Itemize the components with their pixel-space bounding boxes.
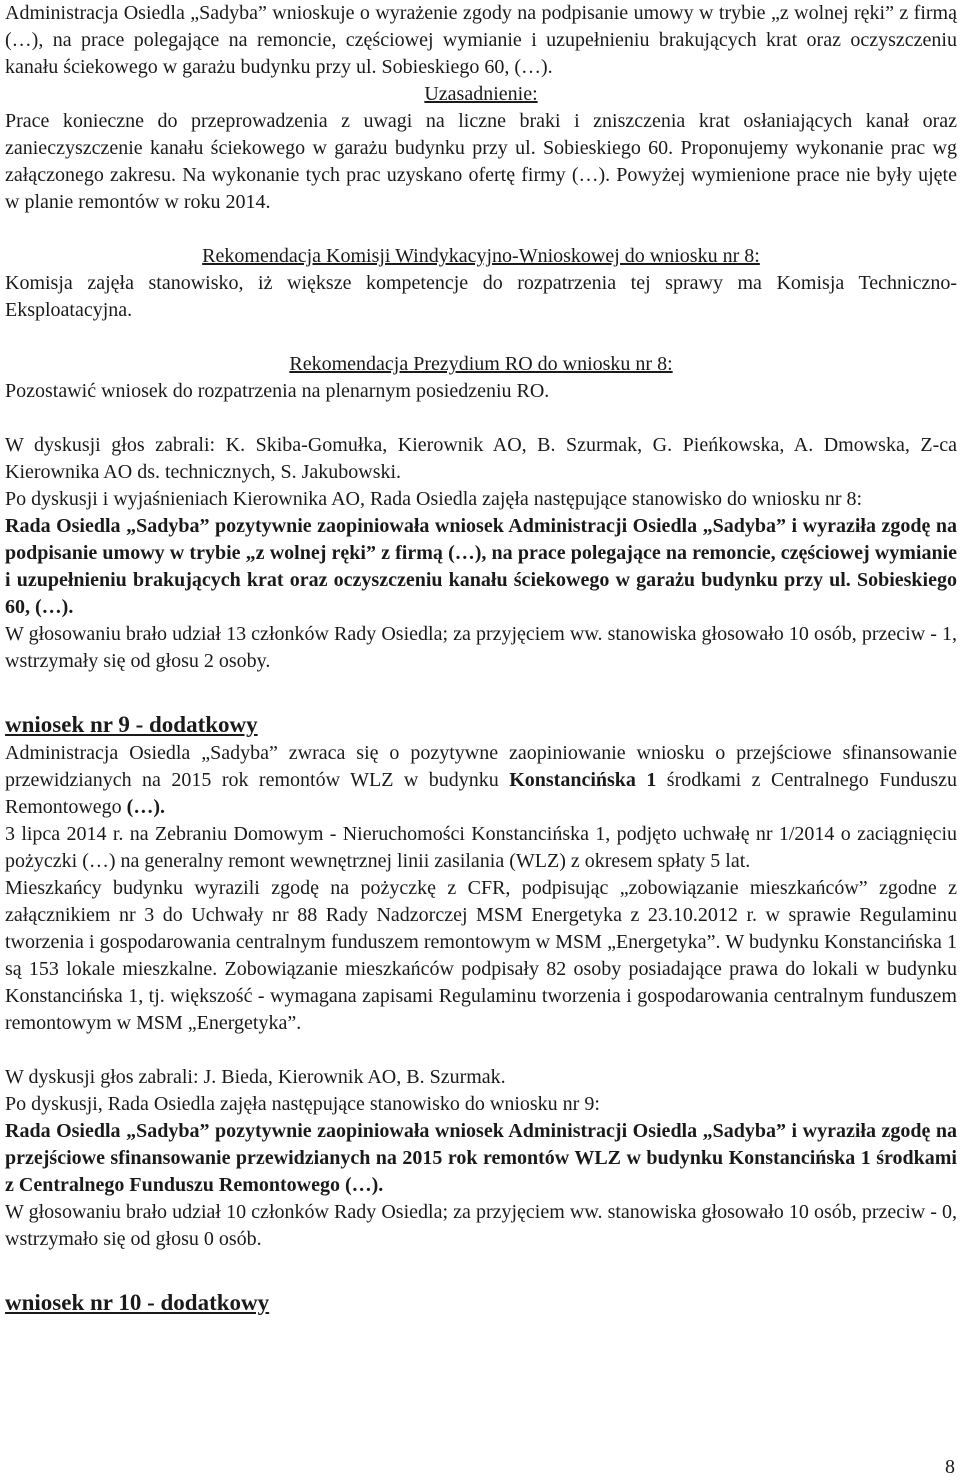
wniosek-9-p1-text-a: Administracja Osiedla „Sadyba” zwraca się o pozytywne zaopiniowanie wniosku o przejściowe sfinansowanie przewidzianych na 2015 rok remontów WLZ w budynku [5, 742, 957, 791]
document-page [5, 0, 957, 1318]
wniosek-9-paragraph-3: Mieszkańcy budynku wyrazili zgodę na pożyczkę z CFR, podpisując „zobowiązanie mieszkańców” zgodne z załącznikiem nr 3 do Uchwały nr 88 Rady Nadzorczej MSM Energetyka z 23.10.2012 r. w sprawie Regulaminu tworzenia i gospodarowania centralnym funduszem remontowym w MSM „Energetyka”. W budynku Konstancińska 1 są 153 lokale mieszkalne. Zobowiązanie mieszkańców podpisały 82 osoby posiadające prawa do lokali w budynku Konstancińska 1, tj. większość - wymagana zapisami Regulaminu tworzenia i gospodarowania centralnym funduszem remontowym w MSM „Energetyka”. [5, 877, 957, 1034]
dyskusja-9-speakers: W dyskusji głos zabrali: J. Bieda, Kierownik AO, B. Szurmak. [5, 1066, 506, 1088]
wniosek-9-p1-end: (…). [126, 796, 165, 818]
decyzja-8: Rada Osiedla „Sadyba” pozytywnie zaopiniowała wniosek Administracji Osiedla „Sadyba” i wyraziła zgodę na podpisanie umowy w trybie „z wolnej ręki” z firmą (…), na prace polegające na remoncie, częściowej wymianie i uzupełnieniu brakujących krat oraz oczyszczeniu kanału ściekowego w garażu budynku przy ul. Sobieskiego 60, (…). [5, 515, 957, 618]
glosowanie-9: W głosowaniu brało udział 10 członków Rady Osiedla; za przyjęciem ww. stanowiska głosowało 10 osób, przeciw - 0, wstrzymało się od głosu 0 osób. [5, 1201, 957, 1250]
rekomendacja-komisji-heading: Rekomendacja Komisji Windykacyjno-Wnioskowej do wniosku nr 8: [202, 245, 760, 267]
wniosek-9-p1-building: Konstancińska 1 [509, 769, 657, 791]
wniosek8-paragraph: Administracja Osiedla „Sadyba” wnioskuje o wyrażenie zgody na podpisanie umowy w trybie „z wolnej ręki” z firmą (…), na prace polegające na remoncie, częściowej wymianie i uzupełnieniu brakujących krat oraz oczyszczeniu kanału ściekowego w garażu budynku przy ul. Sobieskiego 60, (…). [5, 2, 957, 78]
rekomendacja-prezydium-heading: Rekomendacja Prezydium RO do wniosku nr 8: [289, 353, 673, 375]
glosowanie-8: W głosowaniu brało udział 13 członków Rady Osiedla; za przyjęciem ww. stanowiska głosowało 10 osób, przeciw - 1, wstrzymały się od głosu 2 osoby. [5, 623, 957, 672]
page-number: 8 [945, 1456, 955, 1478]
rekomendacja-komisji-text: Komisja zajęła stanowisko, iż większe kompetencje do rozpatrzenia tej sprawy ma Komisja Techniczno-Eksploatacyjna. [5, 272, 957, 321]
dyskusja-9-intro: Po dyskusji, Rada Osiedla zajęła następujące stanowisko do wniosku nr 9: [5, 1093, 600, 1115]
decyzja-9: Rada Osiedla „Sadyba” pozytywnie zaopiniowała wniosek Administracji Osiedla „Sadyba” i wyraziła zgodę na przejściowe sfinansowanie przewidzianych na 2015 rok remontów WLZ w budynku Konstancińska 1 środkami z Centralnego Funduszu Remontowego (…). [5, 1120, 957, 1196]
wniosek-9-p1-text-b: środkami z Centralnego Funduszu Remontowego [5, 769, 957, 818]
wniosek-9-heading: wniosek nr 9 - dodatkowy [5, 712, 258, 737]
wniosek-9-paragraph-2: 3 lipca 2014 r. na Zebraniu Domowym - Nieruchomości Konstancińska 1, podjęto uchwałę nr 1/2014 o zaciągnięciu pożyczki (…) na generalny remont wewnętrznej linii zasilania (WLZ) z okresem spłaty 5 lat. [5, 823, 957, 872]
wniosek-9-paragraph-1 [5, 740, 957, 821]
uzasadnienie-heading: Uzasadnienie: [424, 83, 538, 105]
dyskusja-8-intro: Po dyskusji i wyjaśnieniach Kierownika AO, Rada Osiedla zajęła następujące stanowisko do wniosku nr 8: [5, 488, 863, 510]
wniosek-10-heading: wniosek nr 10 - dodatkowy [5, 1290, 270, 1315]
dyskusja-8-speakers: W dyskusji głos zabrali: K. Skiba-Gomułka, Kierownik AO, B. Szurmak, G. Pieńkowska, A. Dmowska, Z-ca Kierownika AO ds. technicznych, S. Jakubowski. [5, 434, 957, 483]
uzasadnienie-text: Prace konieczne do przeprowadzenia z uwagi na liczne braki i zniszczenia krat osłaniających kanał oraz zanieczyszczenie kanału ściekowego w garażu budynku przy ul. Sobieskiego 60. Proponujemy wykonanie prac wg załączonego zakresu. Na wykonanie tych prac uzyskano ofertę firmy (…). Powyżej wymienione prace nie były ujęte w planie remontów w roku 2014. [5, 110, 957, 213]
rekomendacja-prezydium-text: Pozostawić wniosek do rozpatrzenia na plenarnym posiedzeniu RO. [5, 380, 550, 402]
